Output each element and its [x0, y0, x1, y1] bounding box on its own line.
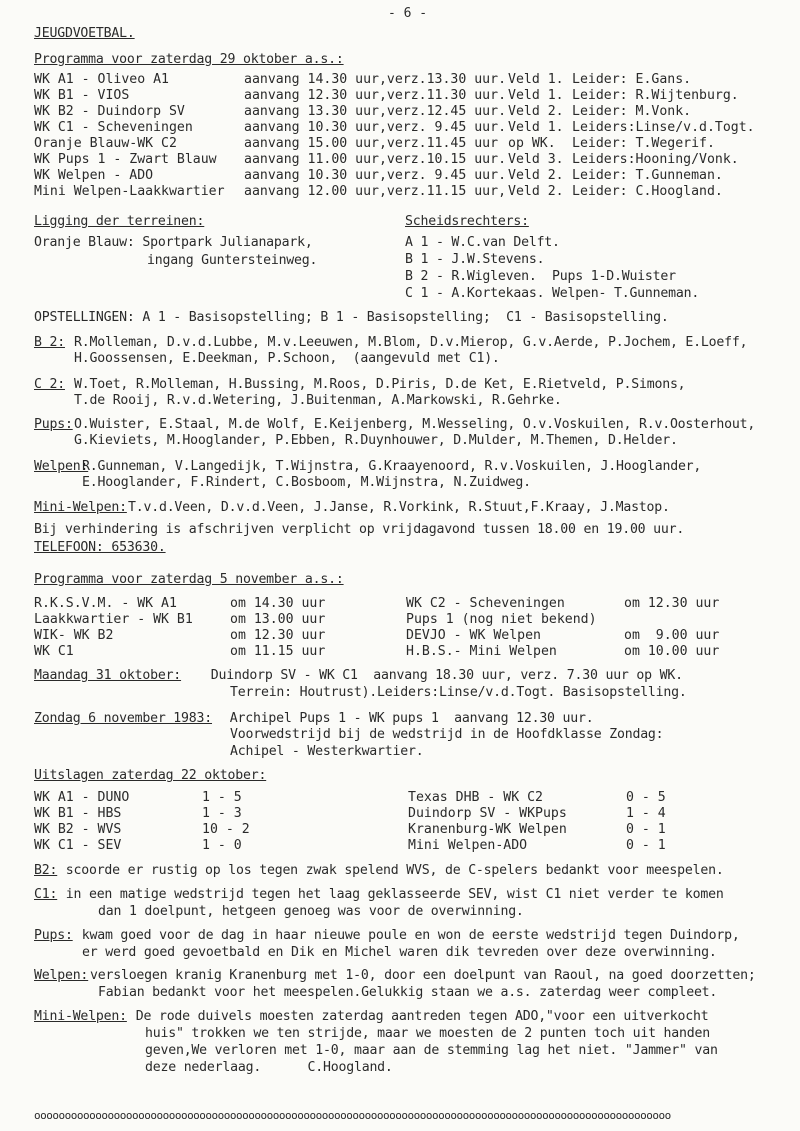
match-cell: DEVJO - WK Welpen	[406, 628, 541, 643]
report-c1-text: in een matige wedstrijd tegen het laag geklasseerde SEV, wist C1 niet verder te komen	[58, 887, 724, 902]
match-cell: WK Pups 1 - Zwart Blauw	[34, 152, 217, 167]
referee-line: C 1 - A.Kortekaas. Welpen- T.Gunneman.	[405, 286, 700, 301]
time-cell	[624, 612, 754, 628]
sunday-line: Achipel - Westerkwartier.	[230, 744, 424, 759]
match-cell: H.B.S.- Mini Welpen	[406, 644, 557, 659]
time-cell: om 9.00 uur	[624, 628, 720, 643]
sunday-label: Zondag 6 november 1983:	[34, 711, 213, 726]
match-cell: WK Welpen - ADO	[34, 168, 154, 183]
monday-label: Maandag 31 oktober:	[34, 668, 182, 683]
time-cell: aanvang 15.00 uur,verz.11.45 uur	[244, 136, 499, 151]
program2-table	[34, 596, 754, 660]
score-cell: 1 - 4	[626, 806, 666, 821]
time-cell: om 12.30 uur	[624, 596, 720, 611]
leader-cell: Leider: T.Gunneman.	[572, 168, 723, 183]
time-cell: om 13.00 uur	[230, 612, 326, 627]
match-cell: Duindorp SV - WKPups	[408, 806, 567, 821]
time-cell: om 14.30 uur	[230, 596, 326, 611]
score-cell: 1 - 3	[202, 806, 242, 821]
report-mini-text: De rode duivels moesten zaterdag aantreden tegen ADO,"voor een uitverkocht	[128, 1009, 709, 1024]
lineups-heading: OPSTELLINGEN: A 1 - Basisopstelling; B 1 - Basisopstelling; C1 - Basisopstelling.	[34, 310, 669, 325]
score-cell: 0 - 1	[626, 838, 666, 853]
lineup-welpen-label: Welpen:	[34, 459, 89, 474]
report-c1-label: C1:	[34, 887, 58, 902]
lineup-pups-line: O.Wuister, E.Staal, M.de Wolf, E.Keijenberg, M.Wesseling, O.v.Voskuilen, R.v.Oosterhout,	[74, 417, 756, 432]
match-cell: WK C1 - SEV	[34, 838, 122, 853]
time-cell: om 11.15 uur	[230, 644, 326, 659]
match-cell: WK C1	[34, 644, 74, 659]
leader-cell: Leiders:Linse/v.d.Togt.	[572, 120, 755, 135]
report-c1-text: dan 1 doelpunt, hetgeen genoeg was voor de overwinning.	[98, 904, 524, 919]
results-heading: Uitslagen zaterdag 22 oktober:	[34, 768, 267, 783]
program-row	[34, 136, 772, 152]
program-row	[34, 644, 754, 660]
referees-heading: Scheidsrechters:	[405, 214, 529, 229]
time-cell: aanvang 11.00 uur,verz.10.15 uur.	[244, 152, 507, 167]
match-cell: WIK- WK B2	[34, 628, 114, 643]
field-cell: op WK.	[508, 136, 556, 151]
report-pups-text: kwam goed voor de dag in haar nieuwe poule en won de eerste wedstrijd tegen Duindorp,	[74, 928, 740, 943]
results-table	[34, 790, 706, 854]
report-mini-text: huis" trokken we ten strijde, maar we moesten de 2 punten toch uit handen	[145, 1026, 710, 1041]
page-number: - 6 -	[388, 6, 428, 21]
field-cell: Veld 2.	[508, 104, 564, 119]
report-mini-label: Mini-Welpen:	[34, 1009, 127, 1024]
match-cell: WK C2 - Scheveningen	[406, 596, 565, 611]
match-cell: WK B2 - Duindorp SV	[34, 104, 185, 119]
match-cell: Pups 1 (nog niet bekend)	[406, 612, 597, 627]
leader-cell: Leider: C.Hoogland.	[572, 184, 723, 199]
time-cell: aanvang 12.30 uur,verz.11.30 uur.	[244, 88, 507, 103]
absence-notice: Bij verhindering is afschrijven verplicht op vrijdagavond tussen 18.00 en 19.00 uur.	[34, 522, 685, 537]
leader-cell: Leider: E.Gans.	[572, 72, 692, 87]
report-mini-text: geven,We verloren met 1-0, maar aan de stemming lag het niet. "Jammer" van	[145, 1043, 718, 1058]
score-cell: 0 - 1	[626, 822, 666, 837]
field-cell: Veld 1.	[508, 88, 564, 103]
report-b2-label: B2:	[34, 863, 58, 878]
match-cell: WK B1 - VIOS	[34, 88, 130, 103]
referee-line: B 1 - J.W.Stevens.	[405, 252, 545, 267]
terrain-line-2: ingang Guntersteinweg.	[147, 253, 318, 268]
terrain-line-1: Oranje Blauw: Sportpark Julianapark,	[34, 235, 313, 250]
time-cell: aanvang 10.30 uur,verz. 9.45 uur.	[244, 168, 507, 183]
lineup-c2-label: C 2:	[34, 377, 65, 392]
leader-cell: Leider: T.Wegerif.	[572, 136, 715, 151]
program-row	[34, 152, 772, 168]
program-row	[34, 612, 754, 628]
lineup-b2-line: H.Goossensen, E.Deekman, P.Schoon, (aangevuld met C1).	[74, 351, 500, 366]
match-cell: Mini Welpen-ADO	[408, 838, 528, 853]
report-pups-text: er werd goed gevoetbald en Dik en Michel waren dik tevreden over deze overwinning.	[82, 945, 717, 960]
match-cell: Mini Welpen-Laakkwartier	[34, 184, 225, 199]
match-cell: WK A1 - Oliveo A1	[34, 72, 169, 87]
referee-line: B 2 - R.Wigleven. Pups 1-D.Wuister	[405, 269, 676, 284]
lineup-pups-label: Pups:	[34, 417, 73, 432]
time-cell: om 10.00 uur	[624, 644, 720, 659]
time-cell: aanvang 10.30 uur,verz. 9.45 uur.	[244, 120, 507, 135]
program-row	[34, 168, 772, 184]
score-cell: 1 - 5	[202, 790, 242, 805]
time-cell: aanvang 13.30 uur,verz.12.45 uur.	[244, 104, 507, 119]
field-cell: Veld 1.	[508, 120, 564, 135]
leader-cell: Leider: R.Wijtenburg.	[572, 88, 739, 103]
match-cell: Oranje Blauw-WK C2	[34, 136, 177, 151]
field-cell: Veld 1.	[508, 72, 564, 87]
match-cell: WK B2 - WVS	[34, 822, 122, 837]
field-cell: Veld 3.	[508, 152, 564, 167]
match-cell: Laakkwartier - WK B1	[34, 612, 193, 627]
match-cell: R.K.S.V.M. - WK A1	[34, 596, 177, 611]
referee-line: A 1 - W.C.van Delft.	[405, 235, 560, 250]
report-b2-text: scoorde er rustig op los tegen zwak spelend WVS, de C-spelers bedankt voor meespelen.	[58, 863, 724, 878]
program-row	[34, 104, 772, 120]
time-cell: aanvang 12.00 uur,verz.11.15 uur,	[244, 184, 507, 199]
result-row	[34, 822, 706, 838]
result-row	[34, 790, 706, 806]
field-cell: Veld 2.	[508, 168, 564, 183]
program-row	[34, 88, 772, 104]
lineup-mini-line: T.v.d.Veen, D.v.d.Veen, J.Janse, R.Vorkink, R.Stuut,F.Kraay, J.Mastop.	[128, 500, 670, 515]
program-row	[34, 72, 772, 88]
program-row	[34, 184, 772, 200]
result-row	[34, 806, 706, 822]
section-title: JEUGDVOETBAL.	[34, 26, 135, 41]
report-welpen-text: Fabian bedankt voor het meespelen.Gelukkig staan we a.s. zaterdag weer compleet.	[98, 985, 718, 1000]
match-cell: WK C1 - Scheveningen	[34, 120, 193, 135]
lineup-welpen-line: R.Gunneman, V.Langedijk, T.Wijnstra, G.Kraayenoord, R.v.Voskuilen, J.Hooglander,	[82, 459, 702, 474]
sunday-line: Voorwedstrijd bij de wedstrijd in de Hoofdklasse Zondag:	[230, 727, 664, 742]
phone-number: TELEFOON: 653630.	[34, 540, 166, 555]
match-cell: WK A1 - DUNO	[34, 790, 130, 805]
match-cell: WK B1 - HBS	[34, 806, 122, 821]
score-cell: 10 - 2	[202, 822, 250, 837]
match-cell: Kranenburg-WK Welpen	[408, 822, 567, 837]
lineup-welpen-line: E.Hooglander, F.Rindert, C.Bosboom, M.Wijnstra, N.Zuidweg.	[82, 475, 531, 490]
leader-cell: Leiders:Hooning/Vonk.	[572, 152, 739, 167]
monday-line: Terrein: Houtrust).Leiders:Linse/v.d.Togt. Basisopstelling.	[230, 685, 687, 700]
report-mini-text: deze nederlaag. C.Hoogland.	[145, 1060, 393, 1075]
program1-table	[34, 72, 772, 200]
lineup-mini-label: Mini-Welpen:	[34, 500, 127, 515]
time-cell: om 12.30 uur	[230, 628, 326, 643]
time-cell: aanvang 14.30 uur,verz.13.30 uur.	[244, 72, 507, 87]
lineup-b2-line: R.Molleman, D.v.d.Lubbe, M.v.Leeuwen, M.Blom, D.v.Mierop, G.v.Aerde, P.Jochem, E.Loeff,	[74, 335, 748, 350]
lineup-pups-line: G.Kieviets, M.Hooglander, P.Ebben, R.Duynhouwer, D.Mulder, M.Themen, D.Helder.	[74, 433, 678, 448]
terrain-heading: Ligging der terreinen:	[34, 214, 205, 229]
sunday-line: Archipel Pups 1 - WK pups 1 aanvang 12.30 uur.	[222, 711, 594, 726]
report-welpen-text: versloegen kranig Kranenburg met 1-0, door een doelpunt van Raoul, na goed doorzetten;	[90, 968, 756, 983]
lineup-c2-line: W.Toet, R.Molleman, H.Bussing, M.Roos, D.Piris, D.de Ket, E.Rietveld, P.Simons,	[74, 377, 686, 392]
program-row	[34, 628, 754, 644]
program1-heading: Programma voor zaterdag 29 oktober a.s.:	[34, 52, 344, 67]
lineup-c2-line: T.de Rooij, R.v.d.Wetering, J.Buitenman, A.Markowski, R.Gehrke.	[74, 393, 562, 408]
separator-line: oooooooooooooooooooooooooooooooooooooooooooooooooooooooooooooooooooooooooooooooooooooooooooooooooooooooo	[34, 1109, 671, 1122]
monday-line: Duindorp SV - WK C1 aanvang 18.30 uur, verz. 7.30 uur op WK.	[203, 668, 683, 683]
lineup-b2-label: B 2:	[34, 335, 65, 350]
score-cell: 1 - 0	[202, 838, 242, 853]
score-cell: 0 - 5	[626, 790, 666, 805]
report-welpen-label: Welpen:	[34, 968, 89, 983]
program2-heading: Programma voor zaterdag 5 november a.s.:	[34, 572, 344, 587]
report-pups-label: Pups:	[34, 928, 73, 943]
field-cell: Veld 2.	[508, 184, 564, 199]
program-row	[34, 596, 754, 612]
leader-cell: Leider: M.Vonk.	[572, 104, 692, 119]
result-row	[34, 838, 706, 854]
program-row	[34, 120, 772, 136]
match-cell: Texas DHB - WK C2	[408, 790, 543, 805]
